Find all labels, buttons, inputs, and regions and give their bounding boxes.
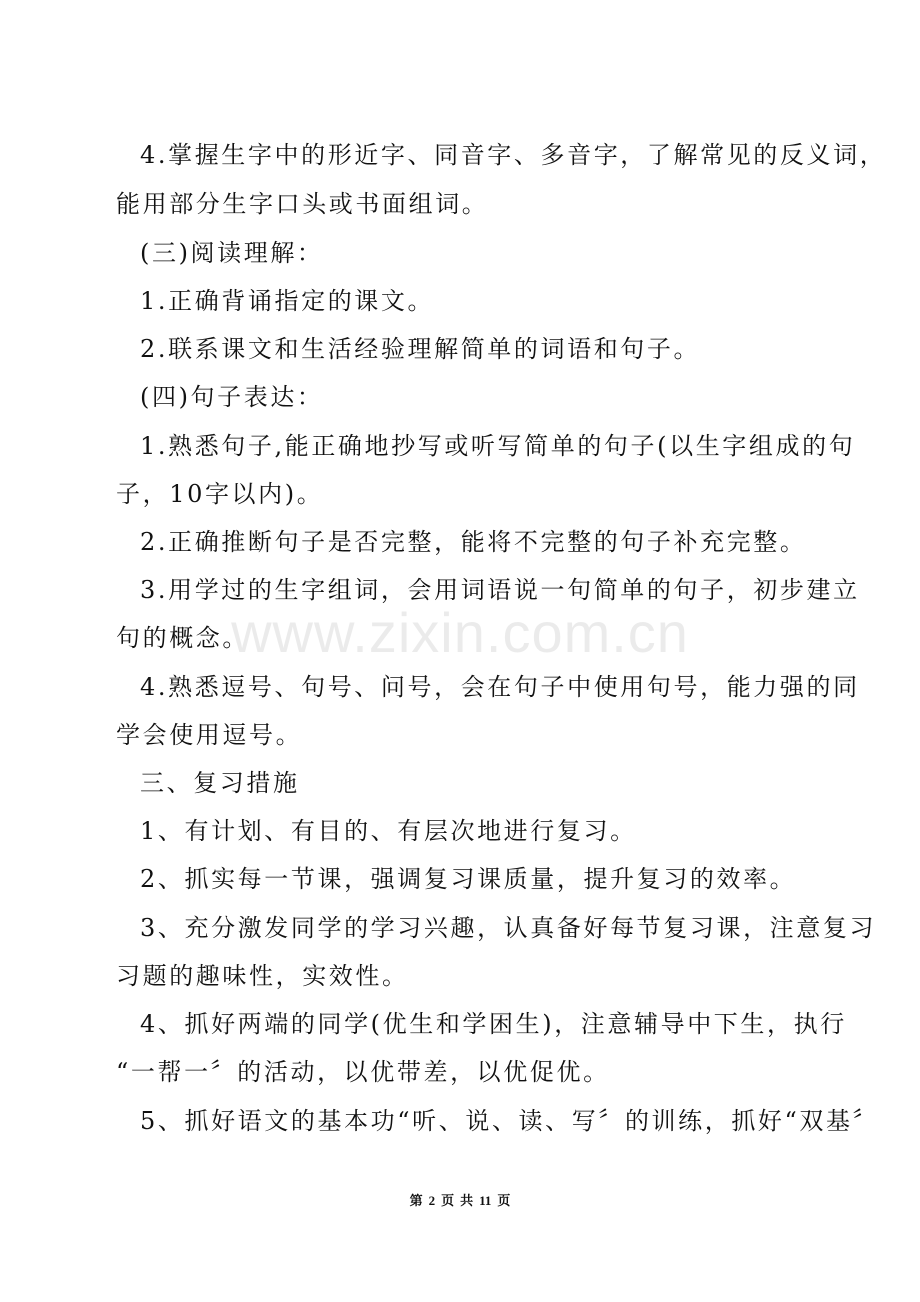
section-heading: 三、复习措施 — [140, 769, 300, 797]
text-line: 学会使用逗号。 — [116, 721, 303, 749]
text-line: 1、有计划、有目的、有层次地进行复习。 — [140, 817, 637, 845]
text-line: 5、抓好语文的基本功“听、说、读、写〞的训练，抓好“双基〞 — [140, 1107, 880, 1135]
text-line: 2.正确推断句子是否完整，能将不完整的句子补充完整。 — [140, 528, 807, 556]
footer-total-pages: 11 — [479, 1193, 492, 1208]
footer-total-word: 共 — [460, 1193, 474, 1208]
text-line: 习题的趣味性，实效性。 — [116, 962, 409, 990]
section-heading: (四)句子表达： — [140, 383, 324, 411]
text-line: 1.熟悉句子,能正确地抄写或听写简单的句子(以生字组成的句 — [140, 432, 856, 460]
text-line: 4、抓好两端的同学(优生和学困生)，注意辅导中下生，执行 — [140, 1010, 847, 1038]
page-footer — [0, 1190, 920, 1209]
footer-page-word: 页 — [441, 1193, 455, 1208]
section-heading: (三)阅读理解： — [140, 239, 324, 267]
text-line: “一帮一〞的活动，以优带差，以优促优。 — [116, 1058, 610, 1086]
text-line: 3、充分激发同学的学习兴趣，认真备好每节复习课，注意复习 — [140, 914, 877, 942]
text-line: 2、抓实每一节课，强调复习课质量，提升复习的效率。 — [140, 865, 797, 893]
text-line: 3.用学过的生字组词，会用词语说一句简单的句子，初步建立 — [140, 576, 860, 604]
footer-page-number: 2 — [428, 1193, 436, 1208]
text-line: 4.掌握生字中的形近字、同音字、多音字，了解常见的反义词， — [140, 141, 887, 169]
text-line: 能用部分生字口头或书面组词。 — [116, 190, 489, 218]
footer-prefix: 第 — [409, 1193, 423, 1208]
watermark: www.zixin.com.cn — [231, 601, 689, 664]
text-line: 2.联系课文和生活经验理解简单的词语和句子。 — [140, 335, 701, 363]
text-line: 子，10字以内)。 — [116, 480, 324, 508]
text-line: 4.熟悉逗号、句号、问号，会在句子中使用句号，能力强的同 — [140, 673, 860, 701]
text-line: 1.正确背诵指定的课文。 — [140, 287, 435, 315]
text-line: 句的概念。 — [116, 624, 249, 652]
footer-suffix: 页 — [497, 1193, 511, 1208]
